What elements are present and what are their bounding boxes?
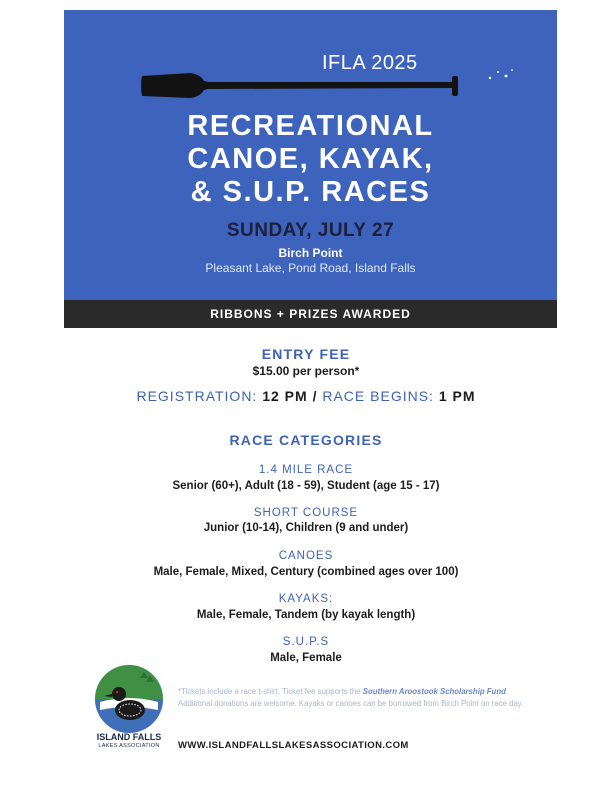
race-begins-label: RACE BEGINS: [322, 388, 434, 404]
category-description: Junior (10-14), Children (9 and under) [203, 522, 409, 534]
category-description: Male, Female [270, 652, 342, 664]
category-description: Male, Female, Tandem (by kayak length) [196, 609, 416, 621]
category-title: S.U.P.S [282, 636, 330, 648]
paddle-icon [138, 68, 468, 104]
logo-organization-subtitle: LAKES ASSOCIATION [98, 743, 160, 749]
race-categories-heading: RACE CATEGORIES [229, 432, 383, 448]
entry-fee-value: $15.00 per person* [252, 364, 360, 378]
category-title: 1.4 MILE RACE [258, 464, 354, 476]
registration-label: REGISTRATION: [136, 388, 258, 404]
event-venue: Birch Point [278, 246, 343, 260]
category-description: Senior (60+), Adult (18 - 59), Student (age 15 - 17) [172, 480, 440, 492]
footnote-text-start: *Tickets include a race t-shirt. Ticket fee supports the [178, 687, 363, 696]
schedule-separator: / [312, 388, 318, 404]
prizes-banner: RIBBONS + PRIZES AWARDED [64, 300, 557, 328]
event-year-label: IFLA 2025 [322, 52, 418, 74]
category-title: SHORT COURSE [253, 507, 359, 519]
schedule-line [0, 388, 612, 404]
event-title-line-1: RECREATIONAL [187, 110, 434, 142]
category-description: Male, Female, Mixed, Century (combined ages over 100) [153, 566, 459, 578]
website-link[interactable]: WWW.ISLANDFALLSLAKESASSOCIATION.COM [178, 740, 409, 751]
footnote [178, 686, 528, 710]
event-title [64, 110, 557, 209]
race-begins-time: 1 PM [438, 388, 476, 404]
footnote-text-end: . Additional donations are welcome. Kayaks or canoes can be borrowed from Birch Point on race day. [178, 687, 524, 708]
event-title-line-3: & S.U.P. RACES [190, 176, 431, 208]
event-date: SUNDAY, JULY 27 [226, 220, 395, 241]
sparkle-icon [484, 64, 516, 86]
event-title-line-2: CANOE, KAYAK, [187, 143, 434, 175]
category-title: KAYAKS: [278, 593, 334, 605]
category-title: CANOES [278, 550, 334, 562]
registration-time: 12 PM [262, 388, 308, 404]
scholarship-fund-name: Southern Aroostook Scholarship Fund [362, 687, 506, 696]
entry-fee-heading: ENTRY FEE [261, 346, 351, 362]
event-address: Pleasant Lake, Pond Road, Island Falls [205, 261, 416, 275]
logo-organization-name: ISLAND FALLS [96, 732, 162, 742]
loon-logo-icon [92, 664, 166, 734]
